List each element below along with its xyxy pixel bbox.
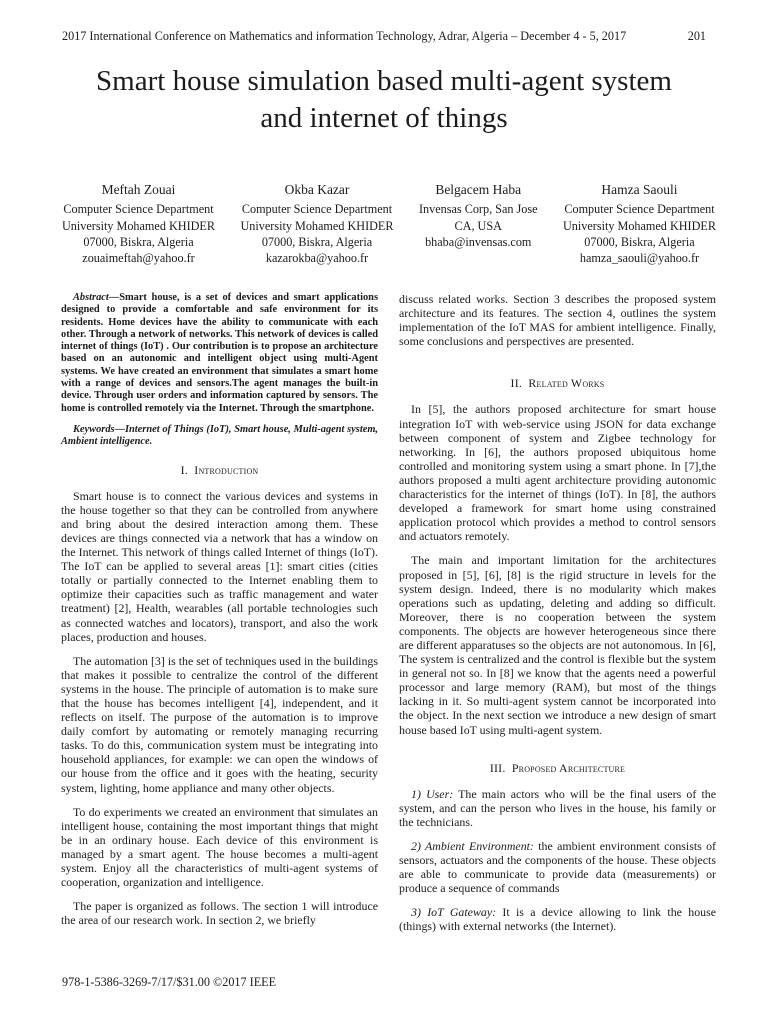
section-heading-introduction: [61, 463, 378, 477]
title-line-1: Smart house simulation based multi-agent system: [96, 65, 672, 97]
section-number: III.: [489, 760, 506, 775]
author-email: kazarokba@yahoo.fr: [265, 251, 369, 266]
author-addr: 07000, Biskra, Algeria: [261, 234, 373, 249]
abstract-text: —Smart house, is a set of devices and smart applications designed to provide a comfortable and safe environment for its residents. Home devices have the ability to communicate with each other. Through a network of networks. This network of devices is called internet of things (IoT) . Our contribution is to propose an architecture based on an autonomic and intelligent object using multi-Agent systems. We have created an environment that simulates a smart home with a range of devices and sensors.The agent manages the built-in device. Through user orders and information captured by sensors. The home is controlled remotely via the Internet. Through the smartphone.: [61, 292, 378, 414]
subsection-text: The main actors who will be the final users of the system, and can the person who lives in the house, his family or the technicians.: [399, 786, 716, 829]
author-1: [62, 182, 215, 266]
author-org: University Mohamed KHIDER: [62, 218, 215, 233]
keywords-text: —Internet of Things (IoT), Smart house, Multi-agent system, Ambient intelligence.: [61, 423, 378, 448]
author-addr: 07000, Biskra, Algeria: [584, 234, 695, 249]
author-dept: Computer Science Department: [63, 202, 214, 217]
running-header: [62, 29, 706, 44]
author-name: Okba Kazar: [284, 182, 350, 197]
author-4: [563, 182, 716, 266]
subsection-text: the ambient environment consists of sensors, actuators and the components of the house. These objects are able to communicate to provide data (measurements) or produce a sequence of commands: [399, 839, 716, 896]
author-org: CA, USA: [454, 218, 502, 233]
section-heading-related-works: [399, 376, 716, 390]
section-title: Introduction: [194, 462, 259, 477]
author-email: zouaimeftah@yahoo.fr: [82, 251, 195, 266]
author-org: University Mohamed KHIDER: [240, 218, 394, 233]
abstract-label: Abstract: [73, 292, 109, 303]
paper-title: [40, 63, 728, 137]
subsection-label: 1) User:: [411, 786, 454, 801]
paragraph: The automation [3] is the set of techniques used in the buildings that makes it possible to centralize the control of the different systems in the house. The principle of automation is to make sure that the house has becomes intelligent [4], independent, and it reflects on itself. The purpose of the automation is to improve daily comfort by automating or remotely managing recurring tasks. To do this, communication system must be integrating into household appliances, for example: we can open the windows of our house from the office and it goes with the heating, security system, lighting, home appliance and many other objects.: [61, 653, 378, 795]
author-addr: 07000, Biskra, Algeria: [83, 234, 194, 249]
section-title: Related Works: [528, 376, 605, 391]
paragraph: The main and important limitation for the architectures proposed in [5], [6], [8] is the rigid structure in levels for the system design. Indeed, there is no modularity which makes operations such as updating, deleting and adding so difficult. Moreover, there is no cooperation between the system components. The objects are however heterogeneous since there are different apparatuses so the objects are not autonomous. In [6], The system is centralized and the control is flexible but the system in general not so. In [8] we know that the agents need a powerful processor and large memory (RAM), but most of the things lacking in it. So multi-agent system cannot be incorporated into the object. In the next section we introduce a new design of smart house based IoT using multi-agent system.: [399, 553, 716, 737]
conference-line: 2017 International Conference on Mathematics and information Technology, Adrar, Algeria – December 4 - 5, 2017: [62, 29, 627, 43]
section-heading-proposed-architecture: [399, 761, 716, 775]
title-line-2: and internet of things: [260, 102, 508, 134]
section-title: Proposed Architecture: [511, 760, 626, 775]
paragraph: In [5], the authors proposed architecture for smart house integration IoT with web-service using JSON for data exchange between component of system and Zigbee technology for networking. In [6], the authors proposed ubiquitous home controlled and monitoring system using a smart phone. In [7],the authors proposed a multi agent architecture providing autonomic characteristics for the internet of things (IoT). In [8], the authors developed a framework for smart home using constrained application protocol which provides a method to control sensors and actuators remotely.: [399, 402, 716, 544]
author-addr: bhaba@invensas.com: [425, 234, 532, 249]
author-name: Belgacem Haba: [435, 182, 522, 197]
author-dept: Computer Science Department: [241, 202, 393, 217]
right-column: [399, 292, 716, 944]
paragraph: Smart house is to connect the various devices and systems in the house together so that they can be controlled from anywhere and bring about the desired interaction among them. These devices are things connected via a network that has a window on the Internet. This network of things called Internet of things (IoT). The IoT can be applied to several areas [1]: smart cities (cities totally or partially connected to the Internet enabling them to optimize their capacities such as traffic management and water treatment) [2], Health, wearables (all portable technologies such as connected watches and locators), transport, and also the work places, production and houses.: [61, 488, 378, 644]
keywords-label: Keywords: [73, 423, 115, 435]
paragraph: To do experiments we created an environment that simulates an intelligent house, containing the most important things that might be in an ordinary house. Each device of this environment is managed by a smart agent. The house becomes a multi-agent system. Enjoy all the characteristics of multi-agent systems of cooperation, organization and intelligence.: [61, 804, 378, 890]
author-3: [419, 182, 537, 266]
author-block: [62, 182, 716, 266]
subsection-paragraph: [399, 905, 716, 933]
subsection-label: 2) Ambient Environment:: [411, 839, 534, 853]
author-email: hamza_saouli@yahoo.fr: [579, 251, 700, 266]
subsection-paragraph: [399, 839, 716, 895]
author-2: [241, 182, 394, 266]
left-column: [61, 292, 378, 937]
subsection-text: It is a device allowing to link the house (things) with external networks (the Internet).: [399, 905, 716, 934]
author-dept: Invensas Corp, San Jose: [419, 202, 538, 217]
author-name: Meftah Zouai: [101, 182, 176, 197]
section-number: I.: [180, 462, 188, 477]
author-name: Hamza Saouli: [601, 182, 678, 197]
abstract: [61, 292, 378, 415]
page-number: 201: [687, 29, 706, 43]
author-dept: Computer Science Department: [564, 202, 715, 217]
copyright-footer: 978-1-5386-3269-7/17/$31.00 ©2017 IEEE: [62, 975, 277, 989]
paragraph: The paper is organized as follows. The section 1 will introduce the area of our research work. In section 2, we briefly: [61, 899, 378, 928]
subsection-label: 3) IoT Gateway:: [411, 905, 497, 920]
paragraph: discuss related works. Section 3 describes the proposed system architecture and its features. The section 4, outlines the system implementation of the IoT MAS for ambient intelligence. Finally, some conclusions and perspectives are presented.: [399, 292, 716, 349]
author-org: University Mohamed KHIDER: [562, 218, 716, 233]
keywords: [61, 424, 378, 449]
subsection-paragraph: [399, 787, 716, 829]
section-number: II.: [510, 376, 523, 391]
